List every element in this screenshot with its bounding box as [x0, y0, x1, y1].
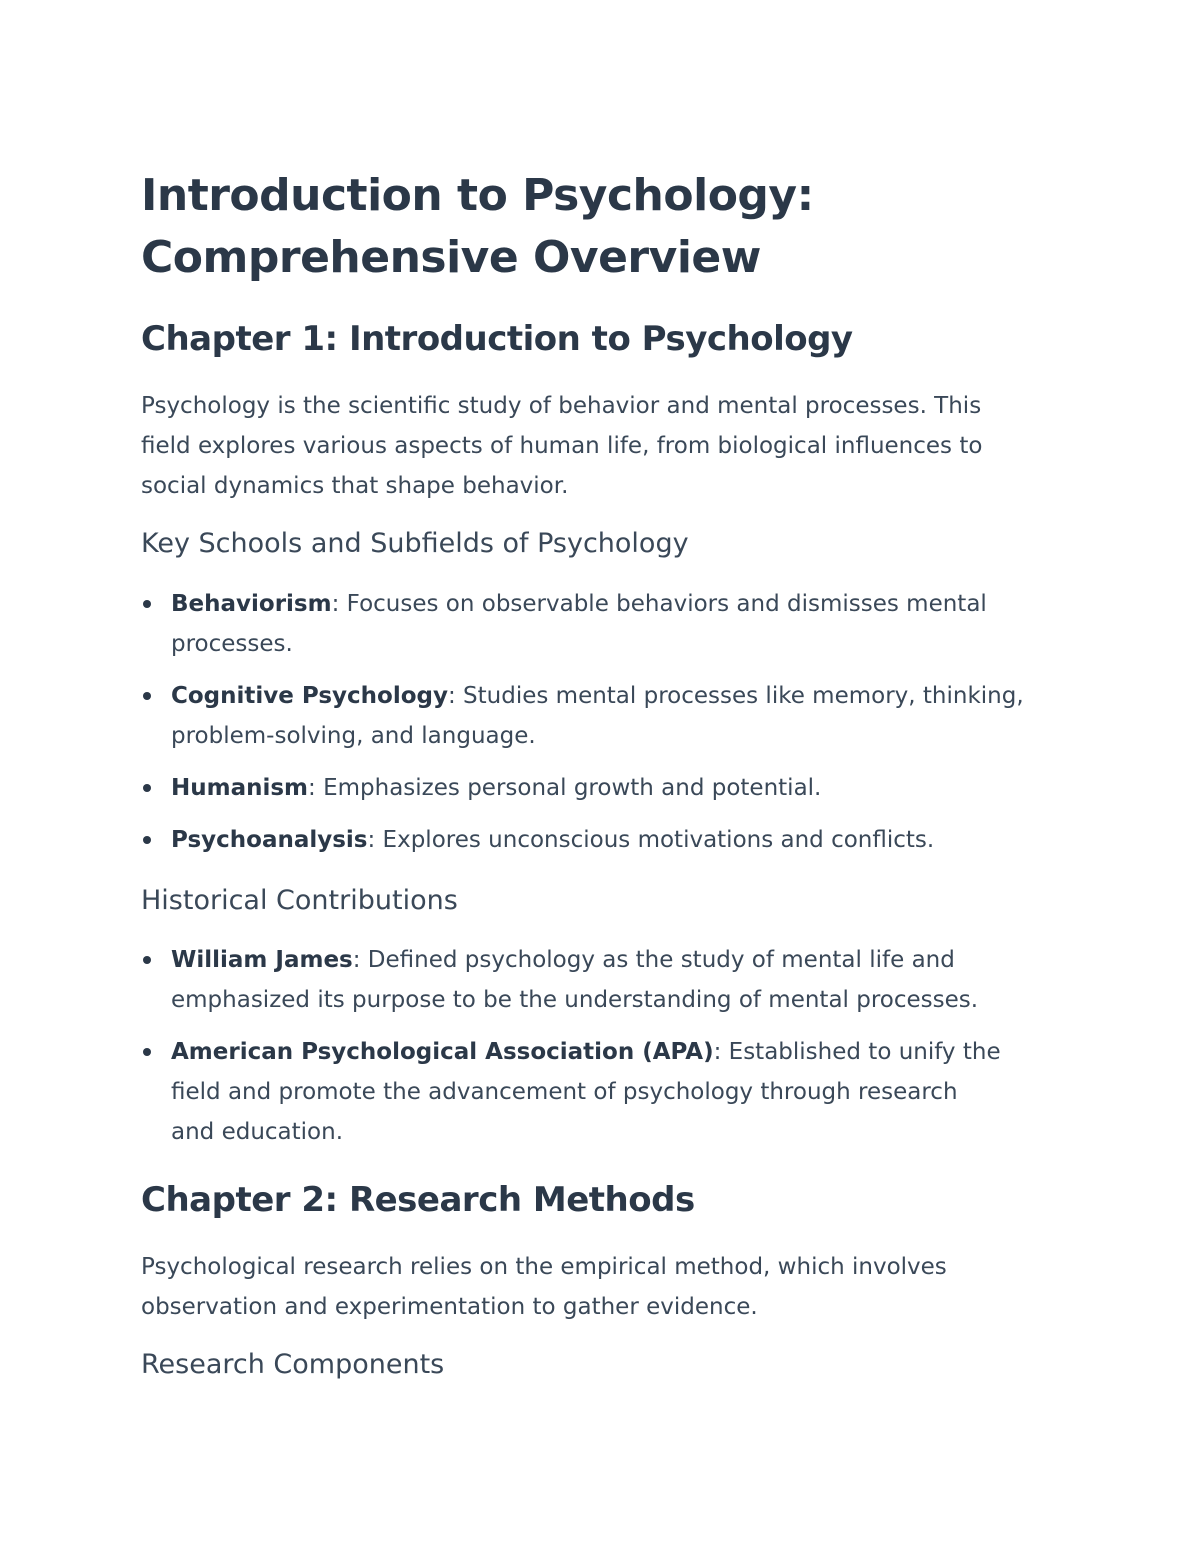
list-item-term: William James — [171, 947, 353, 973]
list-item-line — [171, 820, 1061, 860]
chapter-2-intro-line: Psychological research relies on the empirical method, which involves — [141, 1254, 947, 1280]
chapter-1-heading: Chapter 1: Introduction to Psychology — [141, 319, 853, 359]
bullet-icon — [143, 600, 151, 608]
history-subheading: Historical Contributions — [141, 885, 458, 916]
list-item-term: Behaviorism — [171, 591, 332, 617]
list-item-term: Psychoanalysis — [171, 827, 368, 853]
bullet-icon — [143, 784, 151, 792]
chapter-2-intro — [141, 1247, 1061, 1327]
research-components-subheading: Research Components — [141, 1349, 445, 1380]
list-item — [141, 768, 1061, 808]
schools-list — [141, 584, 1061, 860]
list-item-line: field and promote the advancement of psychology through research — [171, 1079, 958, 1105]
list-item-line: problem-solving, and language. — [171, 723, 536, 749]
bullet-icon — [143, 1048, 151, 1056]
chapter-1-intro-line: field explores various aspects of human life, from biological influences to — [141, 433, 983, 459]
list-item-line: emphasized its purpose to be the understanding of mental processes. — [171, 987, 979, 1013]
document-title-line-2: Comprehensive Overview — [141, 232, 761, 283]
list-item — [141, 940, 1061, 1020]
list-item-line — [171, 1032, 1061, 1072]
bullet-icon — [143, 692, 151, 700]
bullet-icon — [143, 836, 151, 844]
list-item-term: American Psychological Association (APA) — [171, 1039, 714, 1065]
list-item-text: : Studies mental processes like memory, thinking, — [447, 683, 1024, 709]
list-item-text: : Established to unify the — [713, 1039, 1001, 1065]
list-item-term: Cognitive Psychology — [171, 683, 448, 709]
chapter-2-intro-line: observation and experimentation to gather evidence. — [141, 1294, 758, 1320]
list-item — [141, 676, 1061, 756]
list-item-text: : Focuses on observable behaviors and dismisses mental — [331, 591, 987, 617]
list-item-text: : Emphasizes personal growth and potential. — [308, 775, 822, 801]
list-item — [141, 820, 1061, 860]
list-item — [141, 1032, 1061, 1152]
schools-subheading: Key Schools and Subfields of Psychology — [141, 528, 689, 559]
list-item-text: : Explores unconscious motivations and conflicts. — [367, 827, 935, 853]
list-item-line — [171, 676, 1061, 716]
list-item-term: Humanism — [171, 775, 309, 801]
chapter-2-heading: Chapter 2: Research Methods — [141, 1180, 695, 1220]
list-item — [141, 584, 1061, 664]
chapter-1-intro-line: social dynamics that shape behavior. — [141, 473, 569, 499]
document-title-line-1: Introduction to Psychology: — [141, 170, 814, 221]
bullet-icon — [143, 956, 151, 964]
list-item-line — [171, 768, 1061, 808]
chapter-1-intro — [141, 386, 1061, 506]
list-item-line — [171, 584, 1061, 624]
list-item-text: : Defined psychology as the study of mental life and — [352, 947, 955, 973]
list-item-line: processes. — [171, 631, 293, 657]
list-item-line — [171, 940, 1061, 980]
list-item-line: and education. — [171, 1119, 344, 1145]
history-list — [141, 940, 1061, 1152]
document-title — [141, 165, 814, 289]
chapter-1-intro-line: Psychology is the scientific study of behavior and mental processes. This — [141, 393, 982, 419]
